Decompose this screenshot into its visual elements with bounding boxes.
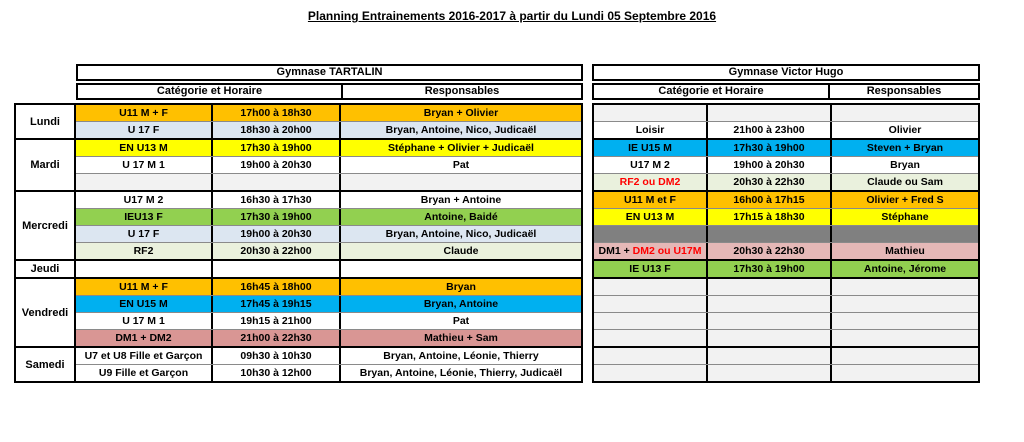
responsables-cell: Olivier [888,124,922,136]
schedule-row [76,329,581,346]
time-cell: 17h30 à 19h00 [708,261,832,277]
time-cell: 20h30 à 22h30 [708,243,832,259]
category-cell [76,261,213,277]
category-text-red: RF2 ou DM2 [619,176,681,188]
time-cell: 20h30 à 22h00 [213,243,341,259]
row-group [592,103,980,140]
schedule-row [594,225,978,242]
table-title: Gymnase Victor Hugo [592,64,980,81]
time-cell: 19h00 à 20h30 [213,157,341,173]
responsables-cell: Mathieu + Sam [424,332,498,344]
category-text: RF2 [133,245,154,257]
category-text: EN U13 M [625,211,675,223]
category-cell [76,226,213,242]
day-group [14,259,583,279]
category-cell [594,226,708,242]
responsables-cell: Bryan + Olivier [423,107,499,119]
responsables-cell: Bryan, Antoine, Léonie, Thierry [383,350,539,362]
responsables-cell: Bryan [446,281,476,293]
time-cell [708,226,832,242]
category-text: U 17 F [127,124,160,136]
schedule-row [594,329,978,346]
category-text: U17 M 2 [630,159,670,171]
time-cell: 16h30 à 17h30 [213,192,341,208]
category-cell [76,313,213,329]
rows-container [76,105,581,138]
schedule-row [594,173,978,190]
responsables-cell [832,105,978,121]
category-cell [594,279,708,295]
row-group [592,138,980,192]
time-cell: 21h00 à 22h30 [213,330,341,346]
time-cell: 17h15 à 18h30 [708,209,832,225]
category-text: DM1 + [598,245,633,257]
column-header-responsables: Responsables [830,85,978,98]
time-cell: 19h15 à 21h00 [213,313,341,329]
column-headers [76,83,583,100]
time-cell: 17h30 à 19h00 [708,140,832,156]
schedule-row [594,208,978,225]
responsables-cell: Mathieu [885,245,925,257]
schedule-row [76,348,581,364]
category-cell [594,122,708,138]
responsables-cell [832,365,978,381]
day-label: Lundi [16,105,76,138]
category-text: DM1 + DM2 [115,332,172,344]
schedule-row [594,192,978,208]
column-headers [592,83,980,100]
category-cell [76,296,213,312]
category-cell [76,209,213,225]
category-text: U 17 M 1 [122,159,165,171]
rows-container [76,140,581,190]
responsables-cell: Stéphane [881,211,929,223]
day-group [14,346,583,383]
schedule-row [76,364,581,381]
category-text-red: DM2 ou U17M [632,245,702,257]
schedule-row [594,261,978,277]
responsables-cell: Bryan, Antoine, Nico, Judicaël [385,124,537,136]
schedule-row [76,173,581,190]
day-label: Mardi [16,140,76,190]
schedule-row [76,279,581,295]
category-text: U11 M + F [119,107,168,119]
column-header-categorie-horaire: Catégorie et Horaire [594,85,830,98]
schedule-row [76,192,581,208]
category-text: U17 M 2 [123,194,164,206]
column-header-categorie-horaire: Catégorie et Horaire [78,85,343,98]
day-label: Mercredi [16,192,76,259]
row-group [592,190,980,261]
schedule-row [76,242,581,259]
time-cell [708,365,832,381]
category-cell [594,261,708,277]
category-text: EN U13 M [119,142,168,154]
table-title: Gymnase TARTALIN [76,64,583,81]
time-cell: 16h00 à 17h15 [708,192,832,208]
schedule-row [594,242,978,259]
schedule-row [76,208,581,225]
time-cell: 10h30 à 12h00 [213,365,341,381]
rows-container [594,279,978,346]
category-text: U11 M et F [624,194,676,206]
time-cell [708,348,832,364]
category-cell [76,330,213,346]
responsables-cell: Steven + Bryan [866,142,944,154]
day-group [14,103,583,140]
responsables-cell [341,174,581,190]
responsables-cell [832,313,978,329]
responsables-cell: Bryan, Antoine, Léonie, Thierry, Judicaël [359,367,563,379]
responsables-cell: Antoine, Jérome [863,263,947,275]
time-cell: 16h45 à 18h00 [213,279,341,295]
row-group [592,259,980,279]
responsables-cell: Olivier + Fred S [866,194,944,206]
rows-container [76,192,581,259]
time-cell: 21h00 à 23h00 [708,122,832,138]
row-group [592,346,980,383]
schedule-row [594,364,978,381]
day-group [14,277,583,348]
day-label: Vendredi [16,279,76,346]
category-cell [76,279,213,295]
category-text: Loisir [635,124,665,136]
time-cell: 18h30 à 20h00 [213,122,341,138]
time-cell: 17h00 à 18h30 [213,105,341,121]
schedule-row [76,121,581,138]
rows-container [594,105,978,138]
time-cell: 17h45 à 19h15 [213,296,341,312]
responsables-cell [832,296,978,312]
category-cell [76,348,213,364]
category-text: U11 M + F [119,281,168,293]
schedule-row [594,121,978,138]
category-cell [594,313,708,329]
time-cell: 17h30 à 19h00 [213,140,341,156]
schedule-row [594,140,978,156]
category-cell [594,243,708,259]
time-cell: 19h00 à 20h30 [708,157,832,173]
category-cell [594,192,708,208]
schedule-row [594,105,978,121]
schedule-row [76,225,581,242]
day-group [14,138,583,192]
schedule-row [76,312,581,329]
category-cell [76,365,213,381]
rows-container [594,140,978,190]
column-header-responsables: Responsables [343,85,581,98]
schedule-row [76,261,581,277]
category-cell [594,157,708,173]
responsables-cell [832,279,978,295]
category-text: U 17 F [127,228,160,240]
responsables-cell: Bryan + Antoine [420,194,502,206]
table-header [76,64,583,100]
time-cell: 09h30 à 10h30 [213,348,341,364]
table-body [14,103,583,383]
category-cell [76,192,213,208]
schedule-row [594,279,978,295]
category-text: IE U13 F [629,263,671,275]
category-cell [76,243,213,259]
responsables-cell: Claude [443,245,479,257]
schedule-row [76,105,581,121]
schedule-row [594,312,978,329]
rows-container [594,348,978,381]
category-cell [76,140,213,156]
rows-container [594,192,978,259]
category-text: IE U15 M [628,142,672,154]
day-label: Samedi [16,348,76,381]
category-cell [76,105,213,121]
category-cell [594,174,708,190]
responsables-cell [832,348,978,364]
rows-container [76,261,581,277]
category-cell [76,157,213,173]
rows-container [76,279,581,346]
rows-container [594,261,978,277]
category-cell [594,348,708,364]
time-cell [708,279,832,295]
category-text: U 17 M 1 [122,315,165,327]
schedule-row [76,156,581,173]
category-cell [76,174,213,190]
category-cell [594,365,708,381]
responsables-cell: Bryan, Antoine [423,298,499,310]
time-cell: 19h00 à 20h30 [213,226,341,242]
category-text: U7 et U8 Fille et Garçon [84,350,203,362]
responsables-cell: Antoine, Baidé [424,211,498,223]
table-gymnase-tartalin [14,64,583,383]
schedule-row [594,348,978,364]
table-header [592,64,980,100]
time-cell: 20h30 à 22h30 [708,174,832,190]
schedule-row [76,140,581,156]
category-cell [594,330,708,346]
day-label: Jeudi [16,261,76,277]
category-cell [76,122,213,138]
category-cell [594,296,708,312]
row-group [592,277,980,348]
responsables-cell: Pat [452,159,470,171]
responsables-cell: Bryan, Antoine, Nico, Judicaël [385,228,537,240]
rows-container [76,348,581,381]
category-text: U9 Fille et Garçon [98,367,189,379]
responsables-cell [832,226,978,242]
responsables-cell: Stéphane + Olivier + Judicaël [388,142,534,154]
table-gymnase-victor-hugo [592,64,980,383]
responsables-cell [832,330,978,346]
responsables-cell [341,261,581,277]
category-cell [594,140,708,156]
time-cell [708,330,832,346]
time-cell [213,261,341,277]
time-cell [708,105,832,121]
category-text: EN U15 M [119,298,168,310]
category-cell [594,105,708,121]
page-title: Planning Entrainements 2016-2017 à partir du Lundi 05 Septembre 2016 [307,9,717,23]
schedule-row [76,295,581,312]
time-cell [708,313,832,329]
day-group [14,190,583,261]
time-cell: 17h30 à 19h00 [213,209,341,225]
category-cell [594,209,708,225]
time-cell [708,296,832,312]
responsables-cell: Bryan [890,159,920,171]
table-body [592,103,980,383]
category-text: IEU13 F [124,211,163,223]
schedule-row [594,156,978,173]
schedule-row [594,295,978,312]
responsables-cell: Pat [452,315,470,327]
responsables-cell: Claude ou Sam [867,176,943,188]
time-cell [213,174,341,190]
